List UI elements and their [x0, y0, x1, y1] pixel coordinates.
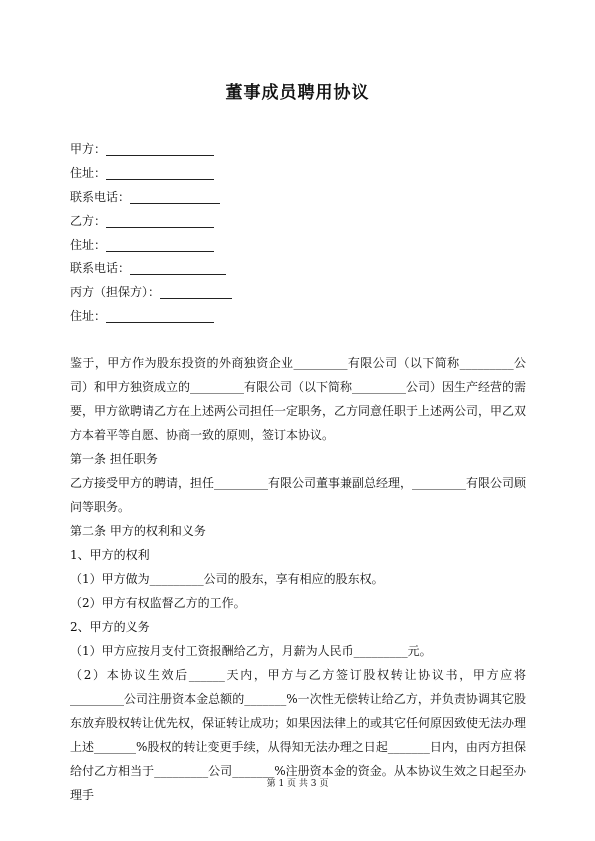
blank-line	[130, 260, 226, 275]
party-info-list	[70, 139, 232, 330]
blank-line	[106, 141, 214, 156]
field-party-a-phone	[70, 187, 232, 211]
blank-line	[106, 165, 214, 180]
agreement-body	[70, 351, 526, 807]
party-a-obligations-item-1: （1）甲方应按月支付工资报酬给乙方，月薪为人民币_________元。	[70, 644, 432, 658]
field-label: 联系电话：	[70, 189, 131, 204]
field-label: 住址：	[70, 165, 107, 180]
blank-line	[160, 284, 232, 299]
blank-line	[106, 237, 214, 252]
field-party-a-address	[70, 163, 232, 187]
field-party-b	[70, 211, 232, 235]
preamble-paragraph: 鉴于，甲方作为股东投资的外商独资企业_________有限公司（以下简称_________公司）和甲方独资成立的_________有限公司（以下简称_________公司）因生产经营的需要，甲方欲聘请乙方在上述两公司担任一定职务，乙方同意任职于上述两公司，甲乙双方本着平等自愿、协商一致的原则，签订本协议。	[70, 356, 527, 442]
field-party-b-address	[70, 235, 232, 259]
field-label: 乙方：	[70, 213, 107, 228]
field-label: 丙方（担保方）：	[70, 285, 161, 300]
party-a-rights-item-1: （1）甲方做为_________公司的股东，享有相应的股东权。	[70, 572, 384, 586]
blank-line	[130, 189, 220, 204]
field-party-b-phone	[70, 258, 232, 282]
page-footer: 第 1 页 共 3 页	[266, 779, 329, 789]
field-party-c	[70, 282, 232, 306]
article-1-text: 乙方接受甲方的聘请，担任_________有限公司董事兼副总经理，_________有限公司顾问等职务。	[70, 476, 527, 514]
party-a-obligations-item-2: （2）本协议生效后______天内，甲方与乙方签订股权转让协议书，甲方应将_________公司注册资本金总额的_______%一次性无偿转让给乙方，并负责协调其它股东放弃股权转让优先权，保证转让成功；如果因法律上的或其它任何原因致使无法办理上述_______%股权的转让变更手续，从得知无法办理之日起_______日内，由丙方担保给付乙方相当于_________公司_______%注册资本金的资金。从本协议生效之日起至办理手	[70, 668, 527, 802]
party-a-rights-item-2: （2）甲方有权监督乙方的工作。	[70, 596, 246, 610]
document-title: 董事成员聘用协议	[225, 83, 370, 103]
party-a-obligations-heading: 2、甲方的义务	[70, 620, 150, 634]
field-party-a	[70, 139, 232, 163]
field-label: 住址：	[70, 309, 107, 324]
party-a-rights-heading: 1、甲方的权利	[70, 548, 150, 562]
blank-line	[106, 213, 214, 228]
blank-line	[106, 308, 214, 323]
article-1-heading: 第一条 担任职务	[70, 452, 158, 466]
field-label: 联系电话：	[70, 261, 131, 276]
field-label: 甲方：	[70, 142, 107, 156]
field-label: 住址：	[70, 237, 107, 252]
article-2-heading: 第二条 甲方的权利和义务	[70, 524, 206, 538]
field-party-c-address	[70, 306, 232, 330]
